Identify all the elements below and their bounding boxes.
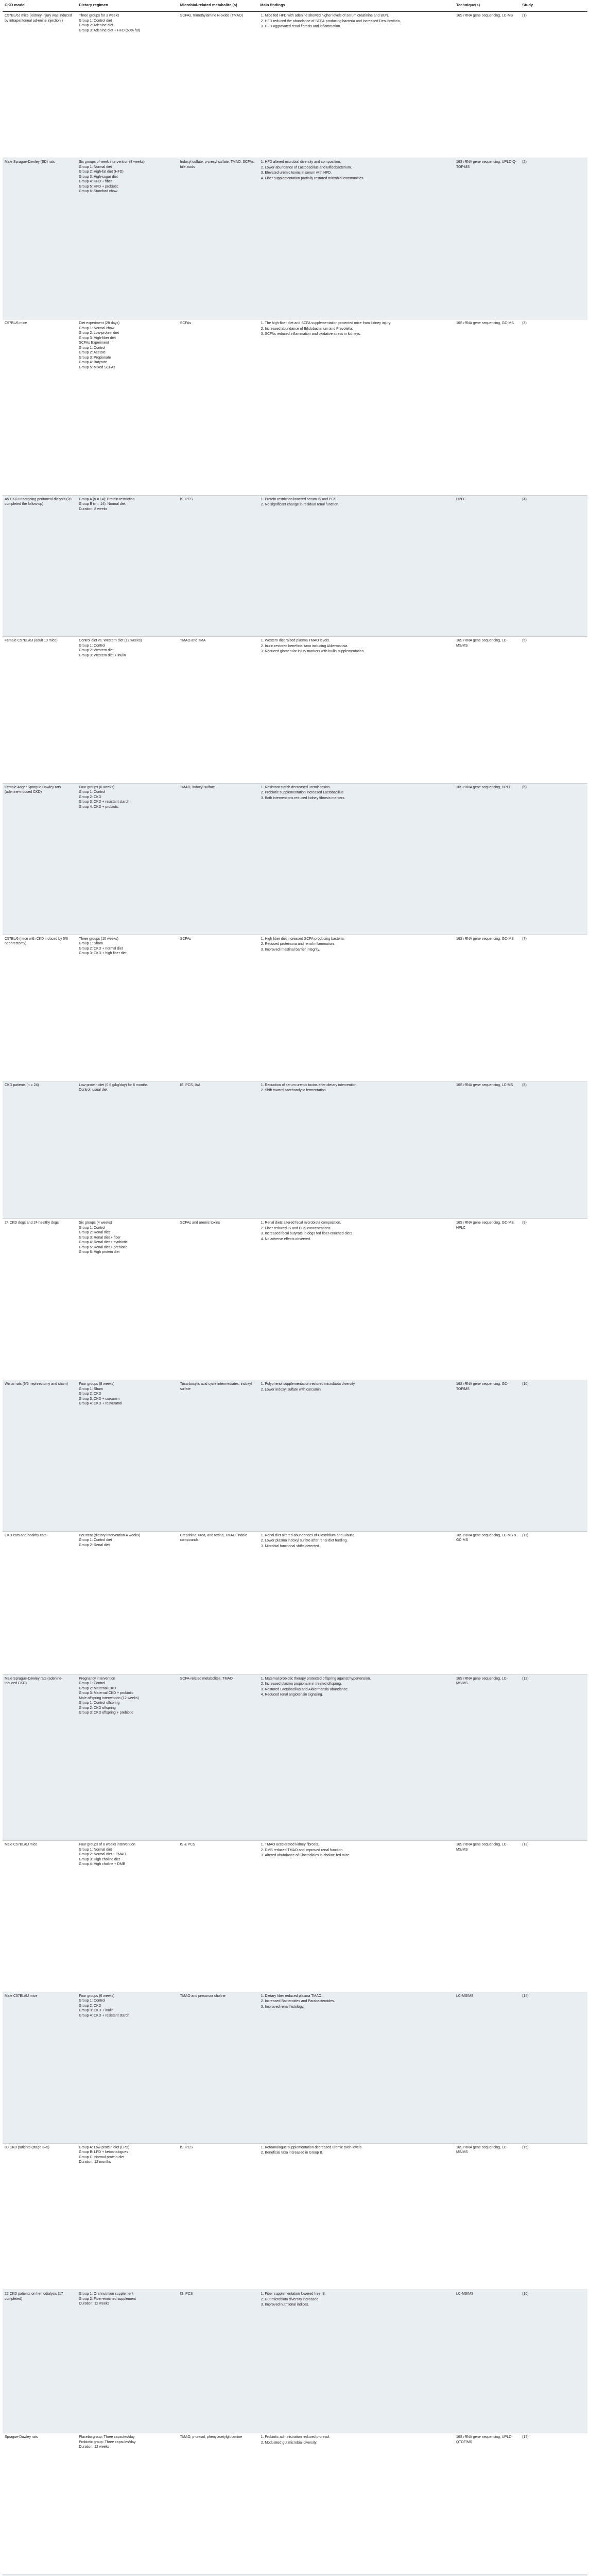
finding-item: 2. Fiber reduced IS and PCS concentrations. xyxy=(265,1226,452,1231)
findings-list xyxy=(260,1083,452,1093)
studies-table xyxy=(3,0,587,2576)
table-row xyxy=(3,12,587,158)
finding-item: 4. No adverse effects observed. xyxy=(265,1237,452,1242)
diet-line: Group 5: Renal diet + prebiotic xyxy=(79,1245,127,1249)
cell-techniques: 16S rRNA gene sequencing, LC-MS & GC-MS xyxy=(454,1531,520,1674)
diet-line: Group 2: Adenine diet xyxy=(79,24,113,27)
cell-techniques: 16S rRNA gene sequencing, GC-TOF/MS xyxy=(454,1380,520,1532)
diet-line: Group 4: HFD + fiber xyxy=(79,180,112,184)
cell-techniques: 16S rRNA gene sequencing, LC-MS xyxy=(454,1081,520,1218)
cell-study: (1) xyxy=(520,12,587,158)
cell-metabolite: Creatinine, urea, and toxins, TMAO, indole compounds xyxy=(178,1531,258,1674)
finding-item: 1. TMAO accelerated kidney fibrosis. xyxy=(265,1842,452,1848)
cell-techniques: 16S rRNA gene sequencing, LC-MS xyxy=(454,12,520,158)
cell-metabolite: SCFAs xyxy=(178,935,258,1081)
table-row xyxy=(3,319,587,495)
findings-list xyxy=(260,160,452,181)
diet-line: Group 3: High choline diet xyxy=(79,1857,120,1861)
finding-item: 1. Ketoanalogue supplementation decreased uremic toxin levels. xyxy=(265,2145,452,2150)
finding-item: 3. Improved nutritional indices. xyxy=(265,2302,452,2308)
cell-ckd-model: Wistar rats (5/6 nephrectomy and sham) xyxy=(3,1380,77,1532)
cell-metabolite: Indoxyl sulfate, p-cresyl sulfate, TMAO, SCFAs, bile acids xyxy=(178,158,258,319)
findings-list xyxy=(260,785,452,801)
cell-study: (11) xyxy=(520,1531,587,1674)
diet-line: Group 1: Normal diet xyxy=(79,1848,112,1852)
diet-line: Per-treat (dietary intervention 4 weeks) xyxy=(79,1533,140,1537)
cell-metabolite: SCFAs and uremic toxins xyxy=(178,1219,258,1380)
diet-line: Group 2: CKD + normal diet xyxy=(79,946,123,951)
cell-techniques: 16S rRNA gene sequencing, LC-MS/MS xyxy=(454,1841,520,1992)
cell-ckd-model: 80 CKD patients (stage 3–5) xyxy=(3,2143,77,2290)
diet-line: Group 5: Mixed SCFAs xyxy=(79,365,115,369)
finding-item: 2. HFD reduced the abundance of SCFA-producing bacteria and increased Desulfovibrio. xyxy=(265,19,452,24)
diet-line: Group 4: High choline + DMB xyxy=(79,1862,126,1867)
table-row xyxy=(3,1992,587,2143)
diet-line: Duration: 12 months xyxy=(79,2160,111,2164)
findings-list xyxy=(260,1221,452,1242)
cell-main-findings xyxy=(258,2290,454,2433)
diet-line: Group 1: Normal chow xyxy=(79,326,115,330)
cell-main-findings xyxy=(258,783,454,935)
diet-line: Group A: Low-protein diet (LPD) xyxy=(79,2145,130,2149)
table-body xyxy=(3,12,587,2576)
findings-list xyxy=(260,1676,452,1698)
cell-metabolite: IS, PCS xyxy=(178,2290,258,2433)
diet-line: Group 2: Normal diet + TMAO xyxy=(79,1853,126,1857)
findings-list xyxy=(260,321,452,337)
diet-line: Group 1: Control diet xyxy=(79,1538,112,1543)
finding-item: 3. Microbial functional shifts detected. xyxy=(265,1544,452,1549)
cell-main-findings xyxy=(258,1219,454,1380)
cell-dietary-regimen xyxy=(77,1992,178,2143)
cell-techniques: 16S rRNA gene sequencing, GC-MS xyxy=(454,935,520,1081)
cell-metabolite: IS, PCS, IAA xyxy=(178,1081,258,1218)
diet-line: Low-protein diet (0.6 g/kg/day) for 6 months xyxy=(79,1083,148,1087)
cell-ckd-model: 22 CKD patients on hemodialysis (17 completed) xyxy=(3,2290,77,2433)
cell-techniques: LC-MS/MS xyxy=(454,2290,520,2433)
findings-list xyxy=(260,497,452,507)
findings-list xyxy=(260,1994,452,2010)
diet-line: Six groups of week intervention (8 weeks) xyxy=(79,160,145,164)
table-row xyxy=(3,1081,587,1218)
column-header-dietary-regimen: Dietary regimen xyxy=(77,0,178,12)
cell-dietary-regimen xyxy=(77,1531,178,1674)
diet-line: Group 3: High-sugar diet xyxy=(79,175,118,179)
cell-metabolite: TMAO and precursor choline xyxy=(178,1992,258,2143)
table-row xyxy=(3,2433,587,2575)
diet-line: Group 1: Control xyxy=(79,643,106,648)
cell-main-findings xyxy=(258,158,454,319)
cell-dietary-regimen xyxy=(77,12,178,158)
cell-study: (9) xyxy=(520,1219,587,1380)
finding-item: 2. Probiotic supplementation increased Lactobacillus. xyxy=(265,790,452,795)
diet-line: Group 3: High-fiber diet xyxy=(79,336,116,340)
cell-main-findings xyxy=(258,935,454,1081)
diet-line: Group 3: Adenine diet + HFD (60% fat) xyxy=(79,28,140,32)
diet-line: Group 2: High-fat diet (HFD) xyxy=(79,170,124,174)
cell-study: (6) xyxy=(520,783,587,935)
finding-item: 2. Increased plasma propionate in treated offspring. xyxy=(265,1682,452,1687)
cell-techniques: 16S rRNA gene sequencing, UPLC-QTOF/MS xyxy=(454,2433,520,2575)
cell-study: (14) xyxy=(520,1992,587,2143)
cell-main-findings xyxy=(258,319,454,495)
cell-study: (15) xyxy=(520,2143,587,2290)
cell-dietary-regimen xyxy=(77,2290,178,2433)
cell-techniques: 16S rRNA gene sequencing, UPLC-Q-TOF-MS xyxy=(454,158,520,319)
diet-line: Group 3: Western diet + inulin xyxy=(79,653,126,657)
cell-techniques: LC-MS/MS xyxy=(454,1992,520,2143)
diet-line: Group 2: Renal diet xyxy=(79,1231,110,1235)
diet-line: Group 1: Control xyxy=(79,1682,106,1686)
cell-main-findings xyxy=(258,637,454,783)
finding-item: 4. Reduced renal angiotensin signaling. xyxy=(265,1692,452,1698)
cell-techniques: 16S rRNA gene sequencing, LC-MS/MS xyxy=(454,2143,520,2290)
findings-list xyxy=(260,1842,452,1858)
diet-line: Three groups (10 weeks) xyxy=(79,937,118,941)
finding-item: 1. Fiber supplementation lowered free IS. xyxy=(265,2292,452,2297)
diet-line: Group 1: Control diet xyxy=(79,19,112,23)
cell-ckd-model: C57BL/6 mice xyxy=(3,319,77,495)
diet-line: Placebo group: Three capsules/day xyxy=(79,2435,135,2439)
cell-metabolite: IS, PCS xyxy=(178,495,258,637)
finding-item: 1. Renal diet altered abundances of Clostridium and Blautia. xyxy=(265,1533,452,1538)
diet-line: Group 4: CKD + resistant starch xyxy=(79,2013,130,2018)
cell-study: (2) xyxy=(520,158,587,319)
cell-study: (4) xyxy=(520,495,587,637)
cell-dietary-regimen xyxy=(77,783,178,935)
cell-dietary-regimen xyxy=(77,1219,178,1380)
diet-line: Group 2: CKD xyxy=(79,2004,101,2008)
cell-dietary-regimen xyxy=(77,158,178,319)
cell-ckd-model: CKD patients (n = 24) xyxy=(3,1081,77,1218)
cell-metabolite: TMAO, p-cresol, phenylacetylglutamine xyxy=(178,2433,258,2575)
diet-line: Group 1: Oral nutrition supplement xyxy=(79,2292,133,2296)
cell-study: (12) xyxy=(520,1674,587,1840)
finding-item: 2. DMB reduced TMAO and improved renal function. xyxy=(265,1848,452,1853)
cell-dietary-regimen xyxy=(77,1380,178,1532)
finding-item: 3. SCFAs reduced inflammation and oxidative stress in kidneys. xyxy=(265,332,452,337)
finding-item: 2. Lower plasma indoxyl sulfate after renal diet feeding. xyxy=(265,1538,452,1544)
diet-line: Duration: 8 weeks xyxy=(79,507,108,511)
cell-ckd-model: C57BL/6 (mice with CKD induced by 5/6 nephrectomy) xyxy=(3,935,77,1081)
cell-metabolite: TMAO and TMA xyxy=(178,637,258,783)
diet-line: Group 2: Maternal CKD xyxy=(79,1686,116,1690)
diet-line: Group 6: Standard chow xyxy=(79,190,117,194)
cell-study: (7) xyxy=(520,935,587,1081)
finding-item: 2. Increased abundance of Bifidobacterium and Prevotella. xyxy=(265,327,452,332)
cell-techniques: 16S rRNA gene sequencing, HPLC xyxy=(454,783,520,935)
diet-line: Control diet vs. Western diet (12 weeks) xyxy=(79,639,142,643)
column-header-study: Study xyxy=(520,0,587,12)
cell-study: (13) xyxy=(520,1841,587,1992)
cell-techniques: 16S rRNA gene sequencing, GC-MS, HPLC xyxy=(454,1219,520,1380)
finding-item: 1. Western diet raised plasma TMAO levels. xyxy=(265,638,452,643)
diet-line: Six groups (4 weeks) xyxy=(79,1221,112,1225)
cell-ckd-model: Male C57BL/6J mice xyxy=(3,1992,77,2143)
table-row xyxy=(3,2290,587,2433)
finding-item: 2. Shift toward saccharolytic fermentation. xyxy=(265,1088,452,1093)
diet-line: Group 3: CKD + high fiber diet xyxy=(79,952,127,956)
table-row xyxy=(3,1531,587,1674)
diet-line: Group 3: Renal diet + fiber xyxy=(79,1235,121,1240)
finding-item: 1. Probiotic administration reduced p-cresol. xyxy=(265,2435,452,2440)
diet-line: Group C: Normal protein diet xyxy=(79,2155,125,2159)
diet-line: Group 2: Western diet xyxy=(79,649,114,653)
finding-item: 1. HFD altered microbial diversity and composition. xyxy=(265,160,452,165)
finding-item: 3. Reduced glomerular injury markers with inulin supplementation. xyxy=(265,649,452,654)
table-row xyxy=(3,783,587,935)
diet-line: Male offspring intervention (12 weeks) xyxy=(79,1696,139,1700)
table-row xyxy=(3,1219,587,1380)
table-row xyxy=(3,158,587,319)
cell-metabolite: TMAO, indoxyl sulfate xyxy=(178,783,258,935)
finding-item: 2. Modulated gut microbial diversity. xyxy=(265,2441,452,2446)
diet-line: Four groups (6 weeks) xyxy=(79,1994,115,1998)
cell-dietary-regimen xyxy=(77,2433,178,2575)
cell-study: (16) xyxy=(520,2290,587,2433)
cell-metabolite: SCFAs xyxy=(178,319,258,495)
diet-line: Duration: 12 weeks xyxy=(79,2445,110,2449)
cell-dietary-regimen xyxy=(77,495,178,637)
table-row xyxy=(3,1841,587,1992)
diet-line: Group 1: Control xyxy=(79,1999,106,2003)
diet-line: Group 2: Acetate xyxy=(79,351,106,355)
cell-dietary-regimen xyxy=(77,1081,178,1218)
diet-line: Group 1: Control xyxy=(79,346,106,350)
finding-item: 1. The high-fiber diet and SCFA supplementation protected mice from kidney injury. xyxy=(265,321,452,326)
diet-line: Group 1: Control xyxy=(79,1226,106,1230)
column-header-main-findings: Main findings xyxy=(258,0,454,12)
cell-main-findings xyxy=(258,2433,454,2575)
diet-line: Group 3: Maternal CKD + probiotic xyxy=(79,1691,134,1696)
cell-study: (17) xyxy=(520,2433,587,2575)
finding-item: 3. Both interventions reduced kidney fibrosis markers. xyxy=(265,796,452,801)
cell-main-findings xyxy=(258,1841,454,1992)
cell-main-findings xyxy=(258,1081,454,1218)
cell-main-findings xyxy=(258,1380,454,1532)
cell-ckd-model: Female Anger Sprague-Dawley rats (adenine-induced CKD) xyxy=(3,783,77,935)
finding-item: 1. Protein restriction lowered serum IS and PCS. xyxy=(265,497,452,502)
finding-item: 2. Lower abundance of Lactobacillus and Bifidobacterium. xyxy=(265,165,452,171)
table-row xyxy=(3,1380,587,1532)
cell-ckd-model: CKD cats and healthy cats xyxy=(3,1531,77,1674)
cell-ckd-model: Sprague-Dawley rats xyxy=(3,2433,77,2575)
findings-list xyxy=(260,13,452,29)
cell-techniques: 16S rRNA gene sequencing, LC-MS/MS xyxy=(454,1674,520,1840)
diet-line: Group 6: High protein diet xyxy=(79,1250,120,1255)
finding-item: 3. Restored Lactobacillus and Akkermansia abundance. xyxy=(265,1687,452,1692)
cell-study: (10) xyxy=(520,1380,587,1532)
finding-item: 3. Altered abundance of Clostridiales in choline-fed mice. xyxy=(265,1853,452,1858)
diet-line: Pregnancy intervention xyxy=(79,1676,115,1681)
cell-main-findings xyxy=(258,1531,454,1674)
diet-line: Group B (n = 14): Normal diet xyxy=(79,502,126,506)
finding-item: 2. Reduced proteinuria and renal inflammation. xyxy=(265,942,452,947)
finding-item: 1. Dietary fiber reduced plasma TMAO. xyxy=(265,1994,452,1999)
findings-list xyxy=(260,1382,452,1392)
cell-main-findings xyxy=(258,495,454,637)
diet-line: Group 4: Butyrate xyxy=(79,361,107,365)
diet-line: Probiotic group: Three capsules/day xyxy=(79,2440,136,2444)
cell-dietary-regimen xyxy=(77,637,178,783)
finding-item: 1. Maternal probiotic therapy protected offspring against hypertension. xyxy=(265,1676,452,1682)
finding-item: 2. Inulin restored beneficial taxa including Akkermansia. xyxy=(265,644,452,649)
table-header xyxy=(3,0,587,12)
diet-line: Group 2: Low-protein diet xyxy=(79,331,119,335)
diet-line: Group 4: Renal diet + synbiotic xyxy=(79,1241,128,1245)
cell-techniques: 16S rRNA gene sequencing, GC-MS xyxy=(454,319,520,495)
cell-ckd-model: A5 CKD undergoing peritoneal dialysis (28 completed the follow-up) xyxy=(3,495,77,637)
finding-item: 1. Mice fed HFD with adenine showed higher levels of serum creatinine and BUN. xyxy=(265,13,452,19)
cell-metabolite: SCFA-related metabolites, TMAO xyxy=(178,1674,258,1840)
finding-item: 3. Improved intestinal barrier integrity. xyxy=(265,947,452,953)
diet-line: Group 2: CKD xyxy=(79,1392,101,1396)
cell-main-findings xyxy=(258,1674,454,1840)
diet-line: Group 2: CKD xyxy=(79,795,101,799)
cell-metabolite: SCFAs, trimethylamine N-oxide (TMAO) xyxy=(178,12,258,158)
cell-techniques: 16S rRNA gene sequencing, LC-MS/MS xyxy=(454,637,520,783)
cell-study: (8) xyxy=(520,1081,587,1218)
diet-line: Group 2: CKD offspring xyxy=(79,1706,116,1710)
finding-item: 1. Polyphenol supplementation restored microbiota diversity. xyxy=(265,1382,452,1387)
diet-line: Group 3: CKD + inulin xyxy=(79,2009,114,2013)
cell-dietary-regimen xyxy=(77,935,178,1081)
findings-list xyxy=(260,2435,452,2445)
diet-line: Group 5: HFD + probiotic xyxy=(79,184,119,189)
cell-dietary-regimen xyxy=(77,2143,178,2290)
diet-line: Duration: 12 weeks xyxy=(79,2302,110,2306)
diet-line: Group 4: CKD + resveratrol xyxy=(79,1402,122,1406)
cell-techniques: HPLC xyxy=(454,495,520,637)
diet-line: Group 1: Control xyxy=(79,790,106,794)
diet-line: Group 1: Sham xyxy=(79,1387,103,1391)
cell-main-findings xyxy=(258,2143,454,2290)
diet-line: Four groups (8 weeks) xyxy=(79,1382,115,1386)
cell-ckd-model: 24 CKD dogs and 24 healthy dogs xyxy=(3,1219,77,1380)
diet-line: Group 3: CKD + curcumin xyxy=(79,1397,120,1401)
diet-line: Group 4: CKD + probiotic xyxy=(79,805,119,809)
finding-item: 3. Increased fecal butyrate in dogs fed fiber-enriched diets. xyxy=(265,1231,452,1236)
diet-line: Group 2: Fiber-enriched supplement xyxy=(79,2297,136,2301)
finding-item: 4. Fiber supplementation partially restored microbial communities. xyxy=(265,176,452,181)
finding-item: 1. Renal diets altered fecal microbiota composition. xyxy=(265,1221,452,1226)
finding-item: 2. Beneficial taxa increased in Group B. xyxy=(265,2150,452,2156)
column-header-metabolite: Microbial-related metabolite (s) xyxy=(178,0,258,12)
cell-dietary-regimen xyxy=(77,319,178,495)
table-row xyxy=(3,2143,587,2290)
cell-ckd-model: Male C57BL/6J mice xyxy=(3,1841,77,1992)
cell-main-findings xyxy=(258,1992,454,2143)
diet-line: Group 1: Normal diet xyxy=(79,165,112,169)
table-row xyxy=(3,935,587,1081)
diet-line: Group A (n = 14): Protein restriction xyxy=(79,497,135,501)
cell-metabolite: Tricarboxylic acid cycle intermediates, indoxyl sulfate xyxy=(178,1380,258,1532)
finding-item: 2. Increased Bacteroides and Parabacteroides. xyxy=(265,1999,452,2004)
diet-line: Group 3: Propionate xyxy=(79,355,111,360)
cell-ckd-model: C57BL/6J mice (Kidney injury was induced by intraperitoneal ad-enine injection.) xyxy=(3,12,77,158)
diet-line: Control: usual diet xyxy=(79,1088,108,1092)
table-row xyxy=(3,1674,587,1840)
findings-list xyxy=(260,638,452,654)
column-header-ckd-model: CKD model xyxy=(3,0,77,12)
diet-line: Three groups for 3 weeks xyxy=(79,14,119,18)
cell-dietary-regimen xyxy=(77,1841,178,1992)
diet-line: SCFAs Experiment xyxy=(79,341,109,345)
cell-study: (5) xyxy=(520,637,587,783)
diet-line: Group 1: Control offspring xyxy=(79,1701,120,1705)
table-row xyxy=(3,637,587,783)
diet-line: Group B: LPD + ketoanalogues xyxy=(79,2150,128,2155)
finding-item: 3. Elevated uremic toxins in serum with HFD. xyxy=(265,171,452,176)
findings-list xyxy=(260,937,452,953)
diet-line: Group 3: CKD + resistant starch xyxy=(79,800,130,804)
cell-metabolite: IS, PCS xyxy=(178,2143,258,2290)
cell-ckd-model: Male Sprague-Dawley (SD) rats xyxy=(3,158,77,319)
diet-line: Diet experiment (28 days) xyxy=(79,321,120,326)
cell-dietary-regimen xyxy=(77,1674,178,1840)
finding-item: 3. Improved renal histology. xyxy=(265,2005,452,2010)
cell-metabolite: IS & PCS xyxy=(178,1841,258,1992)
diet-line: Group 2: Renal diet xyxy=(79,1543,110,1547)
finding-item: 1. High fiber diet increased SCFA-producing bacteria. xyxy=(265,937,452,942)
cell-study: (3) xyxy=(520,319,587,495)
diet-line: Four groups of 8 weeks intervention xyxy=(79,1843,135,1847)
cell-main-findings xyxy=(258,12,454,158)
findings-list xyxy=(260,2145,452,2156)
findings-list xyxy=(260,1533,452,1549)
column-header-techniques: Technique(s) xyxy=(454,0,520,12)
diet-line: Group 1: Sham xyxy=(79,942,103,946)
finding-item: 2. Gut microbiota diversity increased. xyxy=(265,2297,452,2302)
cell-ckd-model: Male Sprague-Dawley rats (adenine-induced CKD) xyxy=(3,1674,77,1840)
finding-item: 1. Resistant starch decreased uremic toxins. xyxy=(265,785,452,790)
finding-item: 1. Reduction of serum uremic toxins after dietary intervention. xyxy=(265,1083,452,1088)
findings-list xyxy=(260,2292,452,2308)
finding-item: 3. HFD aggravated renal fibrosis and inflammation. xyxy=(265,24,452,29)
table-row xyxy=(3,495,587,637)
finding-item: 2. No significant change in residual renal function. xyxy=(265,502,452,507)
finding-item: 2. Lower indoxyl sulfate with curcumin. xyxy=(265,1387,452,1393)
cell-ckd-model: Female C57BL/6J (adult 10 mice) xyxy=(3,637,77,783)
diet-line: Four groups (6 weeks) xyxy=(79,785,115,789)
diet-line: Group 3: CKD offspring + prebiotic xyxy=(79,1711,133,1715)
